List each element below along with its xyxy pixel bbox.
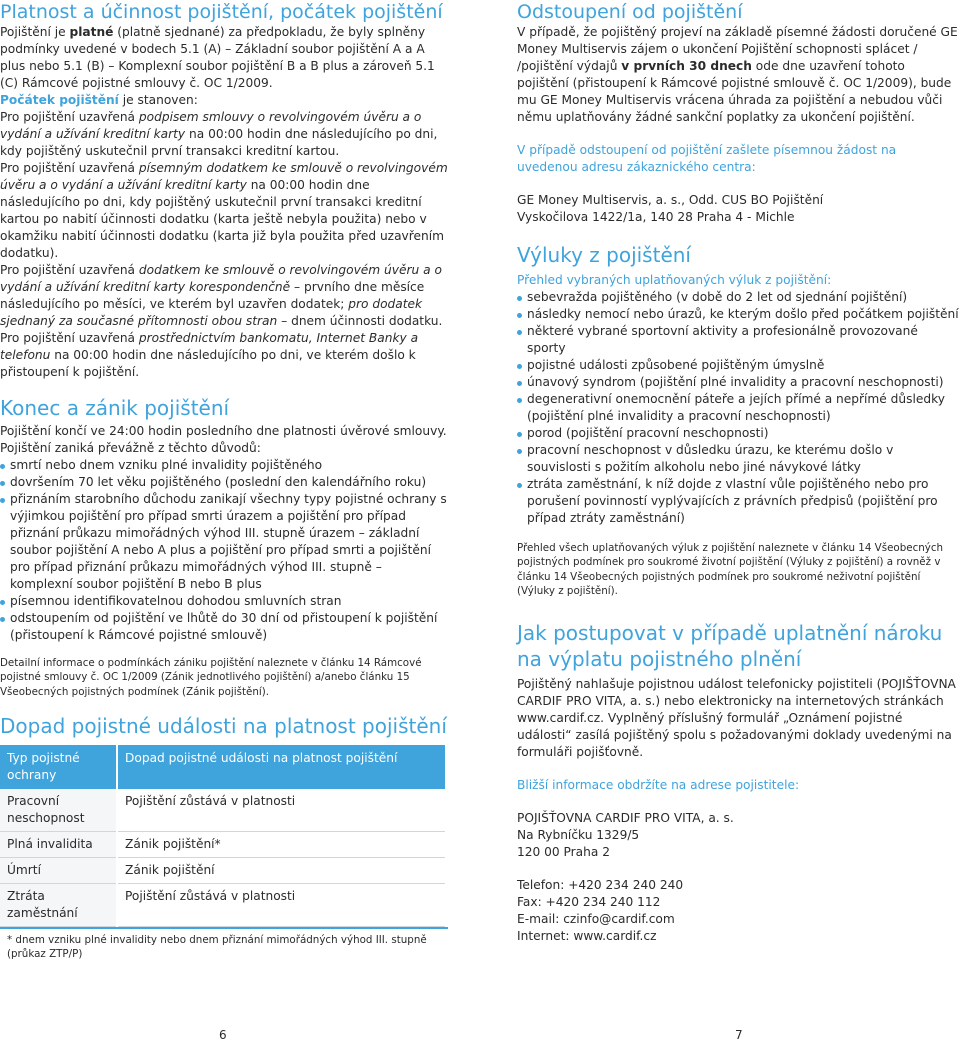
insurer-email[interactable]: E-mail: czinfo@cardif.com: [517, 912, 675, 927]
table-row: [0, 857, 445, 883]
start-paragraph-3: Pro pojištění uzavřená dodatkem ke smlouvě o revolvingovém úvěru a o vydání a užívání kreditní karty korespondenčně – prvního dne měsíce následujícího po měsíci, ve kterém byl uzavřen dodatek; pro dodatek sjednaný za současné přítomnosti obou stran – dnem účinnosti dodatku.: [0, 263, 443, 328]
list-item: následky nemocí nebo úrazů, ke kterým došlo před počátkem pojištění: [517, 306, 960, 323]
section-title-validity: Platnost a účinnost pojištění, počátek pojištění: [0, 1, 443, 23]
list-item: porod (pojištění pracovní neschopnosti): [517, 425, 960, 442]
list-item: sebevražda pojištěného (v době do 2 let od sjednání pojištění): [517, 289, 960, 306]
list-item: některé vybrané sportovní aktivity a profesionálně provozované sporty: [517, 323, 960, 357]
start-paragraph-1: Pro pojištění uzavřená podpisem smlouvy o revolvingovém úvěru a o vydání a užívání kreditní karty na 00:00 hodin dne následujícího po dni, kdy pojištěný uskutečnil první transakci kreditní kartou.: [0, 110, 438, 158]
list-item: degenerativní onemocnění páteře a jejích přímé a nepřímé důsledky (pojištění plné invalidity a pracovní neschopnosti): [517, 391, 960, 425]
insurer-address-line3: 120 00 Praha 2: [517, 845, 610, 860]
table-cell-effect: Zánik pojištění: [117, 857, 445, 883]
right-column: [517, 0, 960, 945]
table-footnote: * dnem vzniku plné invalidity nebo dnem přiznání mimořádných výhod III. stupně (průkaz ZTP/P): [0, 927, 448, 962]
page-number-left: 6: [219, 1028, 227, 1042]
table-header-row: [0, 745, 445, 789]
table-cell-type: Pracovní neschopnost: [0, 789, 117, 832]
validity-intro: Pojištění je platné (platně sjednané) za předpokladu, že byly splněny podmínky uvedené v bodech 5.1 (A) – Základní soubor pojištění A a A plus nebo 5.1 (B) – Komplexní soubor pojištění B a B plus a zároveň 5.1 (C) Rámcové pojistné smlouvy č. OC 1/2009.: [0, 25, 435, 90]
withdrawal-address-line2: Vyskočilova 1422/1a, 140 28 Praha 4 - Michle: [517, 210, 795, 224]
withdrawal-note: V případě odstoupení od pojištění zašlete písemnou žádost na uvedenou adresu zákaznického centra:: [517, 143, 897, 174]
section-title-withdrawal: Odstoupení od pojištění: [517, 1, 743, 23]
list-item: přiznáním starobního důchodu zanikají všechny typy pojistné ochrany s výjimkou pojištění pro případ smrti úrazem a pojištění pro případ přiznání průkazu mimořádných výhod III. stupně úrazem – základní soubor pojištění A nebo A plus a pojištění pro případ smrti a pojištění pro případ přiznání průkazu mimořádných výhod III. stupně – komplexní soubor pojištění B nebo B plus: [0, 491, 448, 593]
page-number-right: 7: [735, 1028, 743, 1042]
list-item: pracovní neschopnost v důsledku úrazu, ke kterému došlo v souvislosti s požitím alkoholu nebo jiné návykové látky: [517, 442, 960, 476]
exclusions-note: Přehled všech uplatňovaných výluk z pojištění naleznete v článku 14 Všeobecných pojistných podmínek pro soukromé životní pojištění (Výluky z pojištění) a rovněž v článku 14 Všeobecných pojistných podmínek pro soukromé neživotní pojištění (Výluky z pojištění).: [517, 542, 944, 597]
table-row: [0, 789, 445, 832]
table-cell-effect: Pojištění zůstává v platnosti: [117, 789, 445, 832]
section-title-claims: Jak postupovat v případě uplatnění nároku na výplatu pojistného plnění: [517, 621, 943, 672]
table-row: [0, 831, 445, 857]
insurer-fax: Fax: +420 234 240 112: [517, 895, 661, 910]
list-item: písemnou identifikovatelnou dohodou smluvních stran: [0, 593, 448, 610]
table-cell-type: Ztráta zaměstnání: [0, 883, 117, 926]
claims-note: Bližší informace obdržíte na adrese pojistitele:: [517, 778, 800, 793]
list-item: odstoupením od pojištění ve lhůtě do 30 dní od přistoupení k pojištění (přistoupení k Rámcové pojistné smlouvě): [0, 610, 448, 644]
section-title-termination: Konec a zánik pojištění: [0, 396, 230, 420]
list-item: smrtí nebo dnem vzniku plné invalidity pojištěného: [0, 457, 448, 474]
exclusions-subtitle: Přehled vybraných uplatňovaných výluk z pojištění:: [517, 273, 832, 287]
withdrawal-address-line1: GE Money Multiservis, a. s., Odd. CUS BO Pojištění: [517, 193, 824, 207]
start-heading: Počátek pojištění je stanoven:: [0, 93, 198, 107]
insurer-address-line1: POJIŠŤOVNA CARDIF PRO VITA, a. s.: [517, 811, 734, 826]
table-cell-type: Plná invalidita: [0, 831, 117, 857]
table-header-effect: Dopad pojistné události na platnost pojištění: [117, 745, 445, 789]
list-item: ztráta zaměstnání, k níž dojde z vlastní vůle pojištěného nebo pro porušení povinností vyplývajících z právních předpisů (pojištění pro případ ztráty zaměstnání): [517, 476, 960, 527]
claims-paragraph: Pojištěný nahlašuje pojistnou událost telefonicky pojistiteli (POJIŠŤOVNA CARDIF PRO VITA, a. s.) nebo elektronicky na internetových stránkách www.cardif.cz. Vyplněný příslušný formulář „Oznámení pojistné události“ zasílá pojištěný spolu s požadovanými doklady uvedenými na formuláři pojišťovně.: [517, 677, 956, 760]
termination-list: [0, 457, 448, 644]
termination-p2: Pojištění zaniká převážně z těchto důvodů:: [0, 441, 261, 455]
section-title-exclusions: Výluky z pojištění: [517, 243, 691, 267]
termination-p1: Pojištění končí ve 24:00 hodin posledního dne platnosti úvěrové smlouvy.: [0, 424, 447, 438]
insurer-website[interactable]: Internet: www.cardif.cz: [517, 929, 657, 944]
table-cell-effect: Zánik pojištění*: [117, 831, 445, 857]
list-item: únavový syndrom (pojištění plné invalidity a pracovní neschopnosti): [517, 374, 960, 391]
section-title-claim-impact: Dopad pojistné události na platnost pojištění: [0, 713, 447, 738]
table-row: [0, 883, 445, 926]
withdrawal-paragraph: V případě, že pojištěný projeví na základě písemné žádosti doručené GE Money Multiservis zájem o ukončení Pojištění schopnosti splácet / /pojištění výdajů v prvních 30 dnech ode dne uzavření tohoto pojištění (přistoupení k Rámcové pojistné smlouvě č. OC 1/2009), bude mu GE Money Multiservis vrácena úhrada za pojištění a nebudou vůči němu uplatňovány žádné sankční poplatky za ukončení pojištění.: [517, 25, 958, 124]
left-column: [0, 0, 448, 961]
insurer-phone: Telefon: +420 234 240 240: [517, 878, 684, 893]
insurer-address-line2: Na Rybníčku 1329/5: [517, 828, 640, 843]
table-header-type: Typ pojistné ochrany: [0, 745, 117, 789]
claim-impact-table: [0, 745, 445, 927]
list-item: pojistné události způsobené pojištěným úmyslně: [517, 357, 960, 374]
exclusions-list: [517, 289, 960, 527]
termination-note: Detailní informace o podmínkách zániku pojištění naleznete v článku 14 Rámcové pojistné smlouvy č. OC 1/2009 (Zánik jednotlivého pojištění) a/anebo článku 15 Všeobecných pojistných podmínek (Zánik pojištění).: [0, 657, 422, 698]
start-paragraph-2: Pro pojištění uzavřená písemným dodatkem ke smlouvě o revolvingovém úvěru a o vydání a užívání kreditní karty na 00:00 hodin dne následujícího po dni, kdy pojištěný uskutečnil první transakci kreditní kartou po nabití účinnosti dodatku (karta ještě nebyla použita) nebo v okamžiku nabití účinnosti dodatku (karta již byla použita před uzavřením dodatku).: [0, 161, 448, 260]
table-cell-effect: Pojištění zůstává v platnosti: [117, 883, 445, 926]
table-cell-type: Úmrtí: [0, 857, 117, 883]
list-item: dovršením 70 let věku pojištěného (poslední den kalendářního roku): [0, 474, 448, 491]
start-paragraph-4: Pro pojištění uzavřená prostřednictvím bankomatu, Internet Banky a telefonu na 00:00 hodin dne následujícího po dni, ve kterém došlo k přistoupení k pojištění.: [0, 331, 419, 379]
